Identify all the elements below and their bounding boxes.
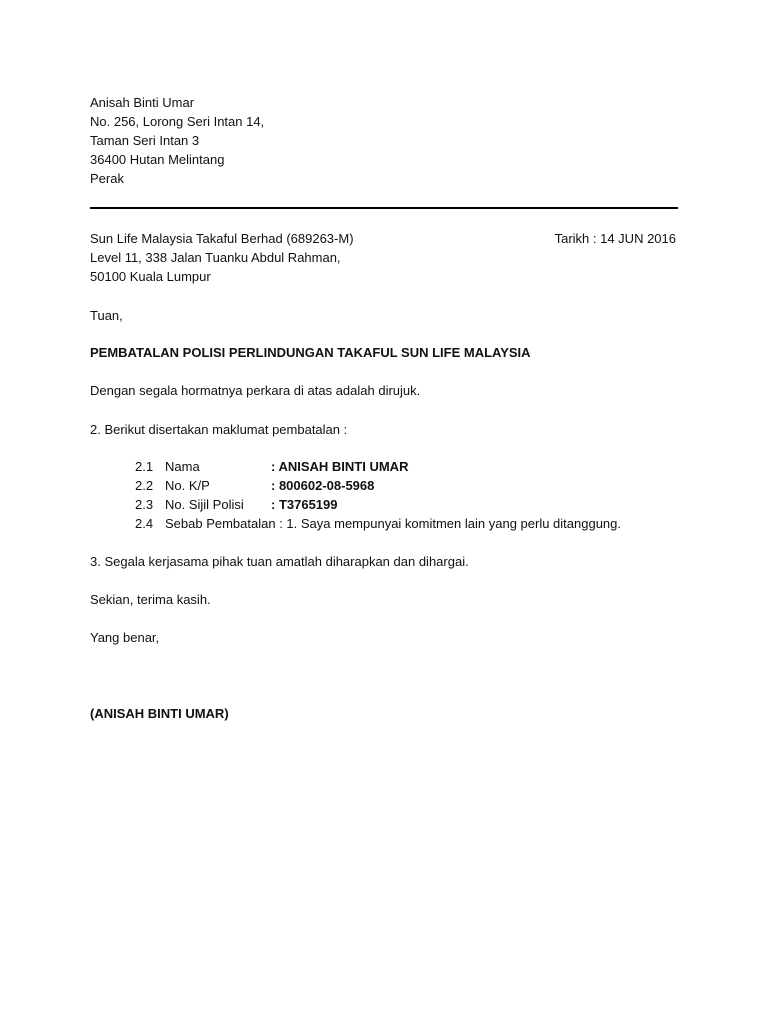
sender-address-line: Taman Seri Intan 3 [90, 133, 200, 148]
detail-number: 2.3 [135, 497, 154, 512]
recipient-address-line: Level 11, 338 Jalan Tuanku Abdul Rahman, [90, 250, 341, 265]
recipient-address-line: 50100 Kuala Lumpur [90, 269, 211, 284]
paragraph-intro: Dengan segala hormatnya perkara di atas adalah dirujuk. [90, 383, 421, 398]
detail-label: Nama [165, 459, 200, 474]
detail-label: No. Sijil Polisi [165, 497, 244, 512]
closing-regards: Yang benar, [90, 630, 160, 645]
detail-value: : ANISAH BINTI UMAR [271, 459, 409, 474]
sender-address-line: 36400 Hutan Melintang [90, 152, 225, 167]
detail-label: No. K/P [165, 478, 210, 493]
sender-address-line: No. 256, Lorong Seri Intan 14, [90, 114, 265, 129]
detail-value: : T3765199 [271, 497, 338, 512]
signature-name: (ANISAH BINTI UMAR) [90, 706, 229, 721]
sender-name: Anisah Binti Umar [90, 95, 195, 110]
detail-value: : 800602-08-5968 [271, 478, 375, 493]
letter-subject: PEMBATALAN POLISI PERLINDUNGAN TAKAFUL SUN LIFE MALAYSIA [90, 345, 531, 360]
paragraph-details-heading: 2. Berikut disertakan maklumat pembatalan : [90, 422, 348, 437]
letter-date: Tarikh : 14 JUN 2016 [554, 231, 676, 246]
detail-number: 2.1 [135, 459, 154, 474]
detail-reason: Sebab Pembatalan : 1. Saya mempunyai komitmen lain yang perlu ditanggung. [165, 516, 622, 531]
sender-address-line: Perak [90, 171, 124, 186]
closing-thanks: Sekian, terima kasih. [90, 592, 211, 607]
recipient-company: Sun Life Malaysia Takaful Berhad (689263-M) [90, 231, 354, 246]
detail-number: 2.2 [135, 478, 154, 493]
detail-number: 2.4 [135, 516, 154, 531]
salutation: Tuan, [90, 308, 123, 323]
header-divider [90, 207, 678, 209]
paragraph-closing: 3. Segala kerjasama pihak tuan amatlah diharapkan dan dihargai. [90, 554, 469, 569]
